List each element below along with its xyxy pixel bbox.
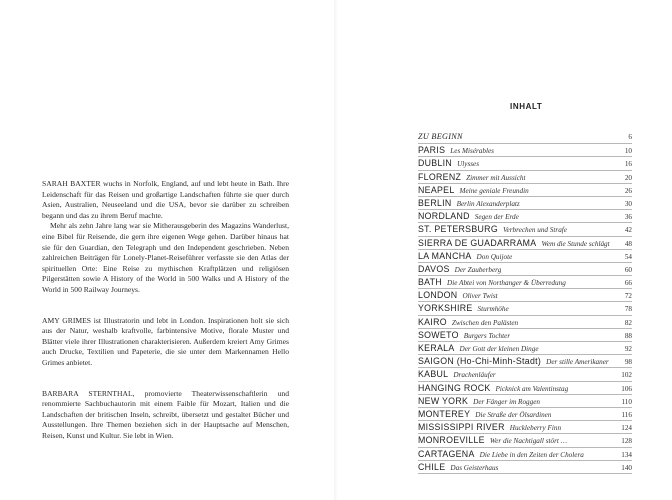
toc-entry [418,237,632,250]
toc-place: DAVOS [418,263,450,274]
toc-entry-text [418,316,518,329]
toc-book-title: Die Liebe in den Zeiten der Cholera [479,450,584,459]
toc-entry-text [418,276,566,289]
toc-place: MONTEREY [418,408,471,419]
toc-entry [418,276,632,289]
toc-book-title: Der Fänger im Roggen [473,397,541,406]
bio-paragraph: Mehr als zehn Jahre lang war sie Mitherausgeberin des Magazins Wanderlust, eine Bibel für Reisende, die gern ihre eigenen Wege gehen. Darüber hinaus hat sie für den Guardian, den Telegraph und den Independent geschrieben. Neben zahlreichen Beiträgen für Lonely-Planet-Reiseführer verfasste sie den Atlas der spirituellen Orte: Eine Reise zu mythischen Kraftplätzen und religiösen Pilgerstätten sowie A History of the World in 500 Walks und A History of the World in 500 Railway Journeys. [42,221,289,294]
toc-place: CHILE [418,461,446,472]
toc-page-number: 16 [624,160,632,169]
toc-book-title: Drachenläufer [453,371,496,380]
toc-book-title: Verbrechen und Strafe [502,226,567,235]
toc-page-number: 10 [624,147,632,156]
toc-place: MONROEVILLE [418,435,485,446]
toc-entry-text [418,263,501,276]
toc-entry-text [418,302,509,315]
toc-entry [418,316,632,329]
toc-entry-text [418,395,540,408]
toc-place: BERLIN [418,197,452,208]
toc-page-number: 116 [621,410,632,419]
toc-entry [418,289,632,302]
toc-page-number: 134 [621,450,632,459]
toc-book-title: Zwischen den Palästen [451,318,519,327]
toc-place: FLORENZ [418,171,462,182]
toc-page-number: 106 [621,384,632,393]
toc-entry [418,171,632,184]
toc-entry-text [418,329,510,342]
toc-book-title: Sturmhöhe [477,305,509,314]
toc-book-title: Der Zauberberg [454,265,502,274]
toc-entry [418,131,632,144]
toc-book-title: Berlin Alexanderplatz [456,199,520,208]
toc-page-number: 6 [628,133,632,141]
toc-entry-text [418,237,610,250]
toc-book-title: Zimmer mit Aussicht [466,173,526,182]
toc-book-title: Segen der Erde [474,213,519,222]
toc-book-title: Das Geisterhaus [450,463,499,472]
toc-entry-text [418,342,539,355]
toc-page-number: 54 [624,252,632,261]
toc-page-number: 110 [621,397,632,406]
toc-place: BATH [418,277,443,288]
bio-barbara-sternthal [42,389,289,442]
toc-page-number: 102 [621,371,632,380]
toc-entry-text [418,355,609,368]
toc-book-title: Wem die Stunde schlägt [541,239,610,248]
toc-book-title: Der stille Amerikaner [546,358,609,367]
toc-entry [418,461,632,474]
right-page [336,0,672,500]
toc-page-number: 128 [621,437,632,446]
toc-entry-text [418,368,496,381]
toc-place: NEAPEL [418,184,455,195]
toc-place: MISSISSIPPI RIVER [418,422,505,433]
toc-entry-text [418,210,519,223]
bio-sarah-baxter [42,179,289,296]
toc-page-number: 26 [624,186,632,195]
toc-entry-text [418,461,498,474]
toc-entry-text [418,250,512,263]
toc-entry [418,157,632,170]
toc-book-title: Der Gott der kleinen Dinge [459,345,539,353]
toc-page-number: 78 [624,305,632,314]
toc-entry [418,421,632,434]
bio-amy-grimes [42,316,289,369]
toc-place: ST. PETERSBURG [418,224,498,235]
toc-place: NEW YORK [418,395,469,406]
toc-page-number: 98 [624,358,632,367]
toc-entry-text [418,184,529,197]
toc-entry-text [418,289,498,302]
toc-title: INHALT [510,102,543,111]
toc-book-title: Burgers Tochter [463,331,511,340]
toc-entry-text [418,448,584,461]
toc-page-number: 48 [624,239,632,248]
toc-entry [418,263,632,276]
toc-entry [418,210,632,223]
toc-book-title: Ulysses [457,160,480,169]
bio-paragraph: AMY GRIMES ist Illustratorin und lebt in London. Inspirationen holt sie sich aus der Natur, weshalb kraftvolle, farbintensive Motive, florale Muster und Blätter viele ihrer Illustrationen charakterisieren. Außerdem kreiert Amy Grimes auch Drucke, Textilien und Papeterie, die sie unter dem Markennamen Hello Grimes anbietet. [42,315,289,367]
toc-book-title: Oliver Twist [462,292,498,301]
toc-entry [418,184,632,197]
toc-entry [418,355,632,368]
toc-entry [418,144,632,157]
toc-place: LA MANCHA [418,250,472,261]
toc-place: SAIGON (Ho-Chi-Minh-Stadt) [418,356,542,367]
toc-place: SIERRA DE GUADARRAMA [418,237,537,248]
toc-place: CARTAGENA [418,448,475,459]
toc-place: LONDON [418,290,458,301]
toc-entry-text [418,197,520,210]
bio-spacer [42,369,289,389]
toc-book-title: Wer die Nachtigall stört … [489,437,568,446]
toc-entry-text [418,223,567,236]
toc-entry [418,197,632,210]
toc-book-title: Meine geniale Freundin [459,186,529,195]
toc-place: KERALA [418,343,455,353]
toc-page-number: 66 [624,279,632,288]
toc-entry [418,382,632,395]
toc-entry-text [418,131,463,143]
toc-book-title: Die Abtei von Northanger & Überredung [447,279,566,288]
toc-entry-text [418,408,551,421]
toc-place: ZU BEGINN [418,132,463,141]
toc-entry-text [418,157,479,170]
toc-page-number: 36 [624,213,632,222]
toc-page-number: 88 [624,331,632,340]
toc-page-number: 92 [624,345,632,353]
toc-entry [418,434,632,447]
toc-book-title: Die Straße der Ölsardinen [475,410,552,419]
toc-entry [418,329,632,342]
toc-place: YORKSHIRE [418,303,473,314]
toc-page-number: 124 [621,424,632,433]
toc-page-number: 82 [624,318,632,327]
toc-place: HANGING ROCK [418,382,491,393]
toc-place: KABUL [418,369,449,380]
toc-page-number: 20 [624,173,632,182]
table-of-contents [418,131,632,474]
toc-page-number: 42 [624,226,632,235]
toc-entry [418,302,632,315]
toc-book-title: Don Quijote [476,252,513,261]
toc-book-title: Huckleberry Finn [509,424,562,433]
toc-entry-text [418,421,561,434]
toc-page-number: 72 [624,292,632,301]
toc-entry [418,448,632,461]
toc-book-title: Les Misérables [450,147,494,156]
toc-entry [418,368,632,381]
toc-entry-text [418,382,568,395]
bio-spacer [42,296,289,316]
toc-entry [418,395,632,408]
toc-entry [418,408,632,421]
toc-page-number: 60 [624,265,632,274]
bio-paragraph: BARBARA STERNTHAL, promovierte Theaterwissenschaftlerin und renommierte Sachbuchautorin mit einem Faible für Mozart, Italien und die Landschaften der britischen Inseln, schreibt, übersetzt und gestaltet Bücher und Ausstellungen. Ihre Themen beziehen sich in der Hauptsache auf Menschen, Reisen, Kunst und Kultur. Sie lebt in Wien. [42,388,289,440]
toc-page-number: 30 [624,199,632,208]
toc-place: SOWETO [418,329,459,340]
toc-entry-text [418,171,526,184]
toc-entry [418,342,632,355]
toc-entry-text [418,144,494,157]
bio-paragraph: SARAH BAXTER wuchs in Norfolk, England, auf und lebt heute in Bath. Ihre Leidenschaft für das Reisen und großartige Landschaften führte sie quer durch Asien, Australien, Neuseeland und die USA, bevor sie darüber zu schreiben begann und das zu ihrem Beruf machte. [42,179,289,220]
toc-entry [418,223,632,236]
toc-place: KAIRO [418,316,447,327]
toc-book-title: Picknick am Valentinstag [495,384,569,393]
toc-entry [418,250,632,263]
toc-place: DUBLIN [418,158,453,169]
toc-place: NORDLAND [418,211,470,222]
toc-entry-text [418,434,567,447]
author-bios [42,179,289,441]
toc-place: PARIS [418,145,446,156]
toc-page-number: 140 [621,463,632,472]
